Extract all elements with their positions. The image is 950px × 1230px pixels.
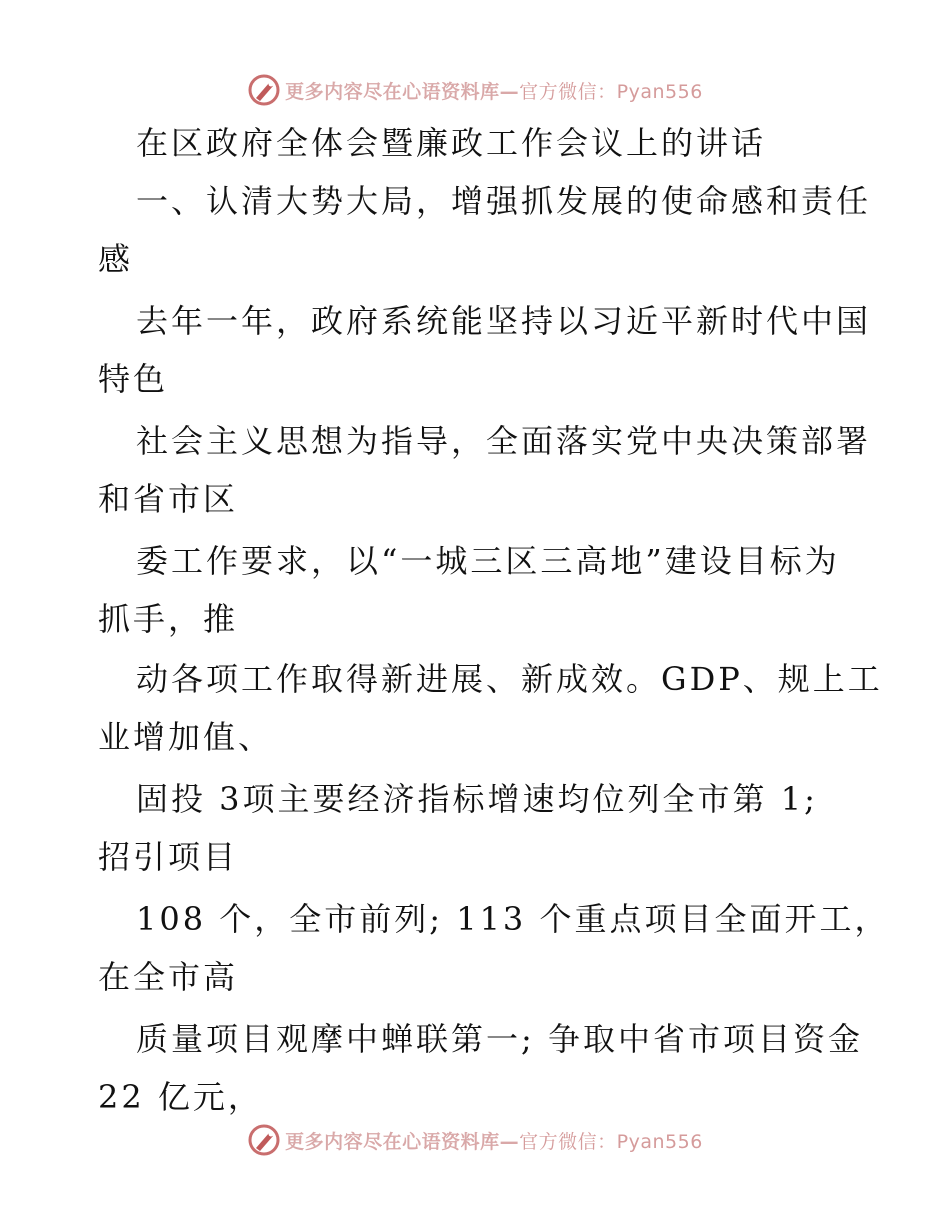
text-line: 在全市高	[98, 958, 239, 996]
watermark-banner-bottom	[0, 1120, 950, 1160]
document-title: 在区政府全体会暨廉政工作会议上的讲话	[136, 124, 767, 162]
text-line: 感	[98, 240, 134, 278]
watermark-wechat: 官方微信：Pyan556	[519, 1130, 703, 1153]
text-line: 和省市区	[98, 480, 239, 518]
text-line: 108 个，全市前列; 113 个重点项目全面开工，	[136, 900, 890, 938]
text-line: 招引项目	[98, 838, 239, 876]
pen-logo-icon	[247, 73, 281, 107]
text-line: 去年一年，政府系统能坚持以习近平新时代中国	[136, 302, 872, 340]
text-line: 特色	[98, 360, 169, 398]
text-line: 22 亿元，	[98, 1078, 263, 1116]
text-line: 抓手，推	[98, 600, 239, 638]
text-line: 业增加值、	[98, 718, 274, 756]
text-line: 社会主义思想为指导，全面落实党中央决策部署	[136, 422, 872, 460]
text-line: 一、认清大势大局，增强抓发展的使命感和责任	[136, 182, 872, 220]
text-line: 委工作要求，以“一城三区三高地”建设目标为	[136, 542, 840, 580]
pen-logo-icon	[247, 1123, 281, 1157]
text-line: 固投 3项主要经济指标增速均位列全市第 1;	[136, 780, 818, 818]
watermark-wechat: 官方微信：Pyan556	[519, 80, 703, 103]
watermark-text: 更多内容尽在心语资料库—官方微信：Pyan556	[285, 1130, 703, 1153]
text-line: 动各项工作取得新进展、新成效。GDP、规上工	[136, 660, 883, 698]
text-line: 质量项目观摩中蝉联第一; 争取中省市项目资金	[136, 1020, 863, 1058]
watermark-banner-top	[0, 70, 950, 110]
watermark-text: 更多内容尽在心语资料库—官方微信：Pyan556	[285, 80, 703, 103]
